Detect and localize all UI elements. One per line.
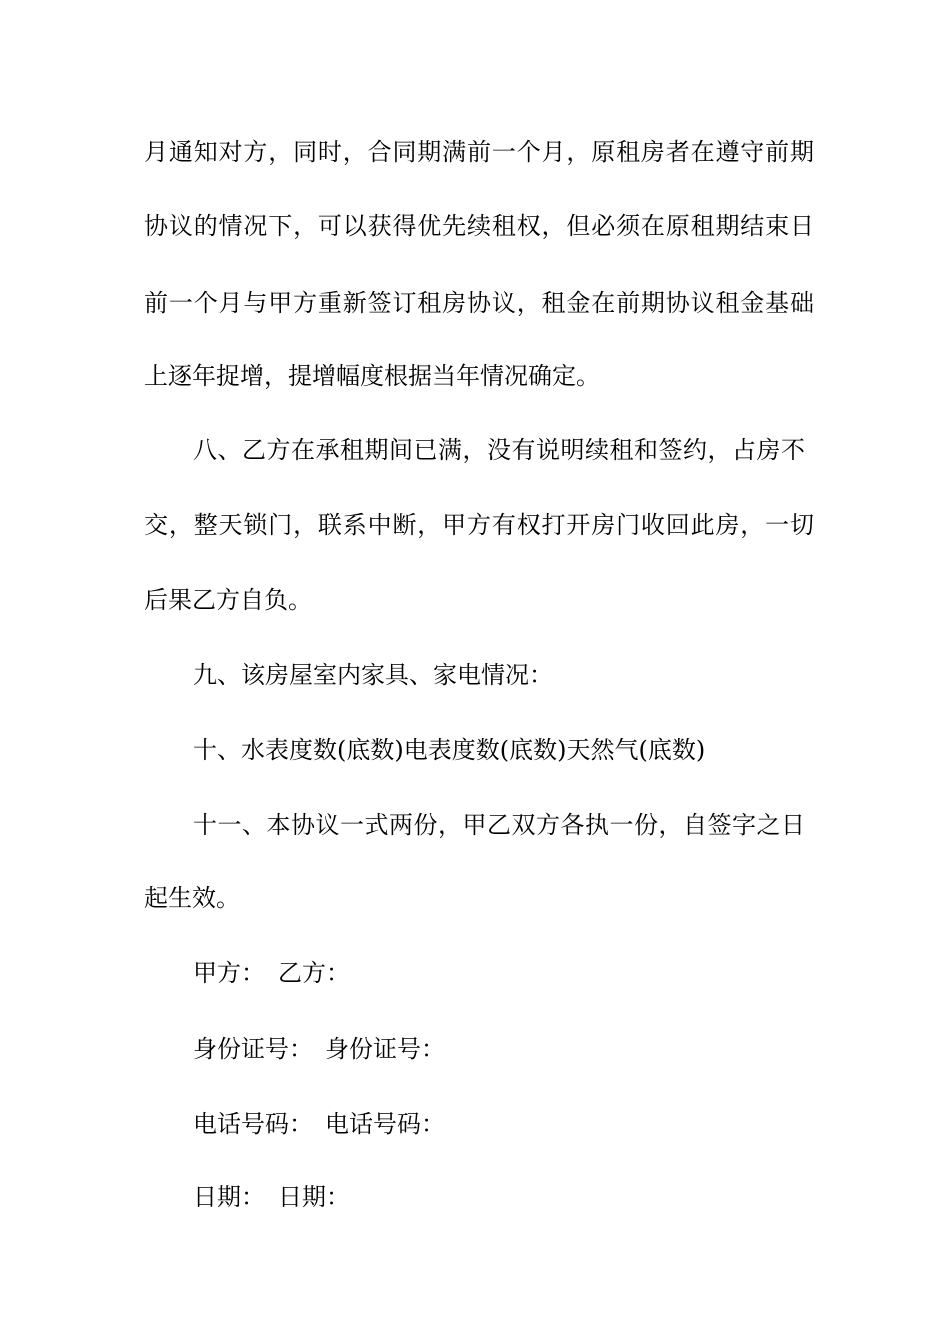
paragraph-line: 交，整天锁门，联系中断，甲方有权打开房门收回此房，一切 <box>144 511 814 539</box>
paragraph-line: 前一个月与甲方重新签订租房协议，租金在前期协议租金基础 <box>144 289 814 317</box>
date-a-label: 日期： <box>193 1183 265 1211</box>
paragraph-line: 后果乙方自负。 <box>144 586 312 614</box>
phone-a-label: 电话号码： <box>193 1110 313 1138</box>
clause-10-line: 十、水表度数(底数)电表度数(底数)天然气(底数) <box>193 736 706 764</box>
party-b-label: 乙方： <box>278 959 350 987</box>
date-b-label: 日期： <box>278 1183 350 1211</box>
id-number-a-label: 身份证号： <box>193 1035 313 1063</box>
clause-9-line: 九、该房屋室内家具、家电情况： <box>193 661 553 689</box>
clause-11-line: 十一、本协议一式两份，甲乙双方各执一份，自签字之日 <box>193 811 805 839</box>
paragraph-line: 月通知对方，同时，合同期满前一个月，原租房者在遵守前期 <box>144 138 814 166</box>
paragraph-line: 协议的情况下，可以获得优先续租权，但必须在原租期结束日 <box>144 212 814 240</box>
phone-b-label: 电话号码： <box>325 1110 445 1138</box>
clause-8-line: 八、乙方在承租期间已满，没有说明续租和签约，占房不 <box>193 436 805 464</box>
paragraph-line: 起生效。 <box>144 884 240 912</box>
id-number-b-label: 身份证号： <box>325 1035 445 1063</box>
party-a-label: 甲方： <box>193 959 265 987</box>
paragraph-line: 上逐年捉增，提增幅度根据当年情况确定。 <box>144 362 600 390</box>
